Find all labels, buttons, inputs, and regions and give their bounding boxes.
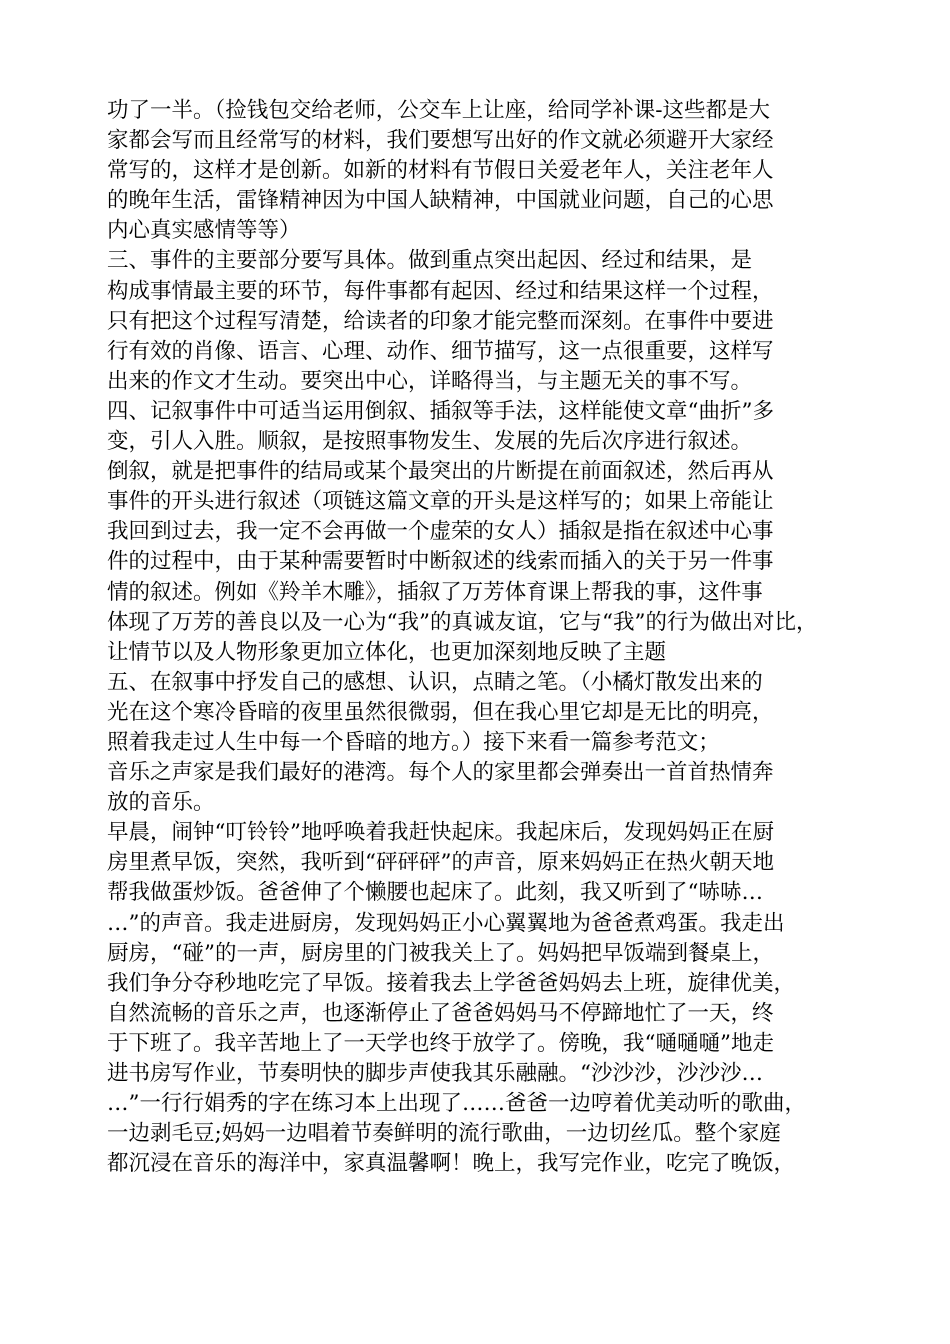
text-line: 只有把这个过程写清楚，给读者的印象才能完整而深刻。在事件中要进 <box>107 308 774 334</box>
text-line: 家都会写而且经常写的材料，我们要想写出好的作文就必须避开大家经 <box>107 128 774 154</box>
text-line: 变，引人入胜。顺叙，是按照事物发生、发展的先后次序进行叙述。 <box>107 429 753 455</box>
text-line: 房里煮早饭，突然，我听到“砰砰砰”的声音，原来妈妈正在热火朝天地 <box>107 850 774 876</box>
text-line: 进书房写作业，节奏明快的脚步声使我其乐融融。“沙沙沙，沙沙沙… <box>107 1061 763 1086</box>
text-line: 音乐之声家是我们最好的港湾。每个人的家里都会弹奏出一首首热情奔 <box>107 760 774 786</box>
text-line: 构成事情最主要的环节，每件事都有起因、经过和结果这样一个过程， <box>107 278 774 304</box>
text-line: 倒叙，就是把事件的结局或某个最突出的片断提在前面叙述，然后再从 <box>107 459 774 485</box>
text-line: 帮我做蛋炒饭。爸爸伸了个懒腰也起床了。此刻，我又听到了“哧哧… <box>107 880 763 906</box>
text-line: 厨房，“碰”的一声，厨房里的门被我关上了。妈妈把早饭端到餐桌上， <box>107 940 774 966</box>
body-text <box>107 96 852 1179</box>
text-line: 内心真实感情等等） <box>107 218 301 244</box>
text-line: 放的音乐。 <box>107 790 215 816</box>
text-line: 情的叙述。例如《羚羊木雕》，插叙了万芳体育课上帮我的事，这件事 <box>107 579 763 605</box>
text-line: 于下班了。我辛苦地上了一天学也终于放学了。傍晚，我“嗵嗵嗵”地走 <box>107 1030 774 1056</box>
text-line: 照着我走过人生中每一个昏暗的地方。）接下来看一篇参考范文； <box>107 729 720 755</box>
text-line: 体现了万芳的善良以及一心为“我”的真诚友谊，它与“我”的行为做出对比， <box>107 609 818 635</box>
text-line: 事件的开头进行叙述（项链这篇文章的开头是这样写的；如果上帝能让 <box>107 489 774 515</box>
text-line: 都沉浸在音乐的海洋中，家真温馨啊！晚上，我写完作业，吃完了晚饭， <box>107 1151 796 1177</box>
text-line: …”的声音。我走进厨房，发现妈妈正小心翼翼地为爸爸煮鸡蛋。我走出 <box>107 910 785 936</box>
text-line: 的晚年生活，雷锋精神因为中国人缺精神，中国就业问题，自己的心思 <box>107 188 774 214</box>
text-line: 功了一半。（捡钱包交给老师，公交车上让座，给同学补课-这些都是大 <box>107 98 771 123</box>
text-line: 光在这个寒冷昏暗的夜里虽然很微弱，但在我心里它却是无比的明亮， <box>107 699 774 725</box>
text-line: 常写的，这样才是创新。如新的材料有节假日关爱老年人，关注老年人 <box>107 158 774 184</box>
text-line: 五、在叙事中抒发自己的感想、认识，点睛之笔。（小橘灯散发出来的 <box>107 669 763 695</box>
text-line: 出来的作文才生动。要突出中心，详略得当，与主题无关的事不写。 <box>107 368 753 394</box>
text-line: 让情节以及人物形象更加立体化，也更加深刻地反映了主题 <box>107 639 667 665</box>
text-line: 我们争分夺秒地吃完了早饭。接着我去上学爸爸妈妈去上班，旋律优美， <box>107 970 796 996</box>
text-line: …”一行行娟秀的字在练习本上出现了……爸爸一边哼着优美动听的歌曲， <box>107 1091 806 1117</box>
text-line: 三、事件的主要部分要写具体。做到重点突出起因、经过和结果，是 <box>107 248 753 274</box>
text-line: 件的过程中，由于某种需要暂时中断叙述的线索而插入的关于另一件事 <box>107 549 774 575</box>
text-line: 行有效的肖像、语言、心理、动作、细节描写，这一点很重要，这样写 <box>107 338 774 364</box>
text-line: 自然流畅的音乐之声，也逐渐停止了爸爸妈妈马不停蹄地忙了一天，终 <box>107 1000 774 1026</box>
text-line: 我回到过去，我一定不会再做一个虚荣的女人）插叙是指在叙述中心事 <box>107 519 774 545</box>
text-line: 四、记叙事件中可适当运用倒叙、插叙等手法，这样能使文章“曲折”多 <box>107 398 774 424</box>
text-line: 一边剥毛豆;妈妈一边唱着节奏鲜明的流行歌曲，一边切丝瓜。整个家庭 <box>107 1121 781 1147</box>
text-line: 早晨，闹钟“叮铃铃”地呼唤着我赶快起床。我起床后，发现妈妈正在厨 <box>107 820 774 846</box>
